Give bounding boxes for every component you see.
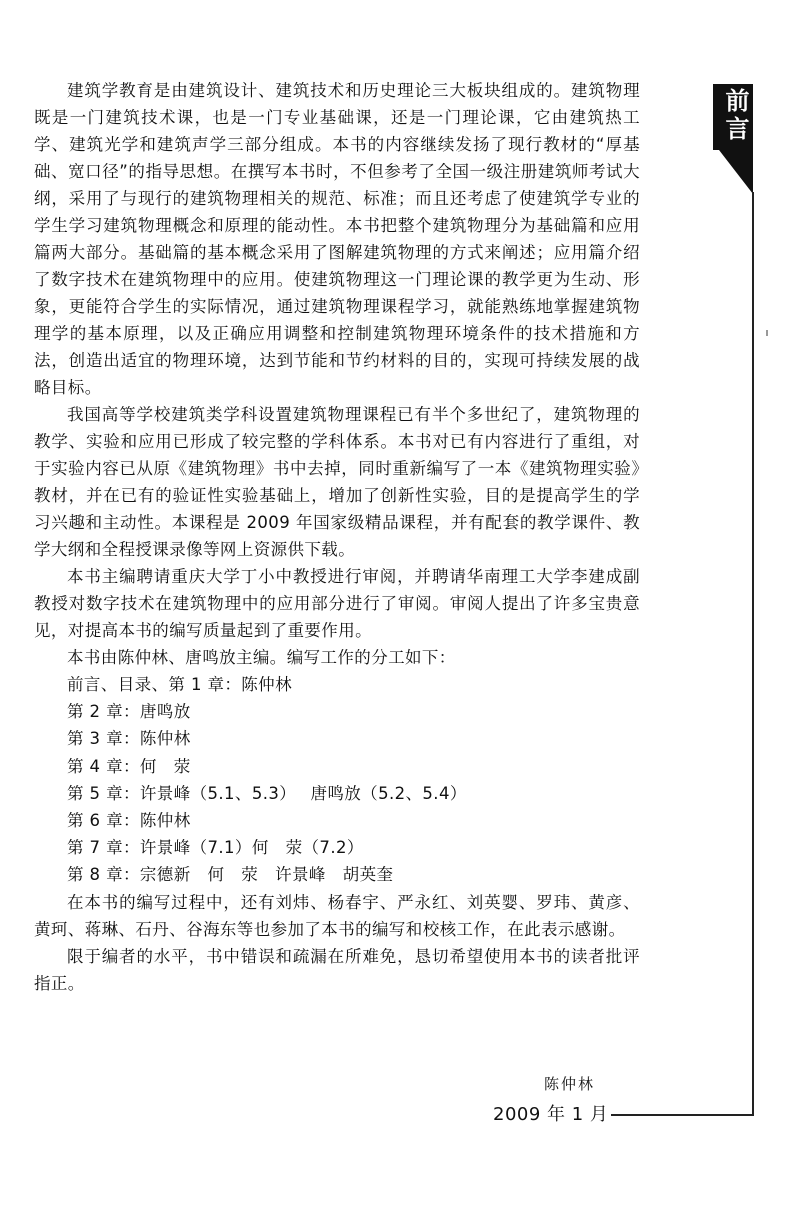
paragraph-intro: 建筑学教育是由建筑设计、建筑技术和历史理论三大板块组成的。建筑物理既是一门建筑技术课，也是一门专业基础课，还是一门理论课，它由建筑热工学、建筑光学和建筑声学三部分组成。本书的内容继续发扬了现行教材的“厚基础、宽口径”的指导思想。在撰写本书时，不但参考了全国一级注册建筑师考试大纲，采用了与现行的建筑物理相关的规范、标准；而且还考虑了使建筑学专业的学生学习建筑物理概念和原理的能动性。本书把整个建筑物理分为基础篇和应用篇两大部分。基础篇的基本概念采用了图解建筑物理的方式来阐述；应用篇介绍了数字技术在建筑物理中的应用。使建筑物理这一门理论课的教学更为生动、形象，更能符合学生的实际情况，通过建筑物理课程学习，就能熟练地掌握建筑物理学的基本原理，以及正确应用调整和控制建筑物理环境条件的技术措施和方法，创造出适宜的物理环境，达到节能和节约材料的目的，实现可持续发展的战略目标。 — [34, 81, 640, 397]
signature-date: 2009 年 1 月 — [493, 1104, 609, 1125]
list-item: 第 4 章：何 荥 — [67, 756, 191, 776]
list-item: 第 5 章：许景峰（5.1、5.3） 唐鸣放（5.2、5.4） — [67, 783, 467, 803]
paragraph-history: 我国高等学校建筑类学科设置建筑物理课程已有半个多世纪了，建筑物理的教学、实验和应用已形成了较完整的学科体系。本书对已有内容进行了重组，对于实验内容已从原《建筑物理》书中去掉，同时重新编写了一本《建筑物理实验》教材，并在已有的验证性实验基础上，增加了创新性实验，目的是提高学生的学习兴趣和主动性。本课程是 2009 年国家级精品课程，并有配套的教学课件、教学大纲和全程授课录像等网上资源供下载。 — [34, 405, 640, 559]
paragraph-acknowledgement: 在本书的编写过程中，还有刘炜、杨春宇、严永红、刘英婴、罗玮、黄彦、黄珂、蒋琳、石丹、谷海东等也参加了本书的编写和校核工作，在此表示感谢。 — [34, 892, 640, 939]
scan-mark — [766, 330, 768, 336]
list-item: 第 8 章：宗德新 何 荥 许景峰 胡英奎 — [67, 865, 394, 885]
side-tab-label: 前言 — [721, 88, 749, 144]
preface-body — [34, 77, 640, 997]
margin-rule-vertical — [752, 192, 754, 1116]
list-item: 第 2 章：唐鸣放 — [67, 702, 191, 722]
list-item: 前言、目录、第 1 章：陈仲林 — [67, 675, 292, 694]
signature-name: 陈仲林 — [544, 1075, 596, 1093]
paragraph-review: 本书主编聘请重庆大学丁小中教授进行审阅，并聘请华南理工大学李建成副教授对数字技术在建筑物理中的应用部分进行了审阅。审阅人提出了许多宝贵意见，对提高本书的编写质量起到了重要作用。 — [34, 567, 640, 640]
list-item: 第 3 章：陈仲林 — [67, 729, 191, 749]
division-of-work-list — [34, 671, 640, 889]
list-item: 第 6 章：陈仲林 — [67, 811, 191, 831]
paragraph-closing: 限于编者的水平，书中错误和疏漏在所难免，恳切希望使用本书的读者批评指正。 — [34, 946, 640, 993]
margin-rule-horizontal — [611, 1114, 754, 1116]
list-item: 第 7 章：许景峰（7.1）何 荥（7.2） — [67, 838, 364, 858]
paragraph-editors: 本书由陈仲林、唐鸣放主编。编写工作的分工如下： — [67, 648, 456, 667]
